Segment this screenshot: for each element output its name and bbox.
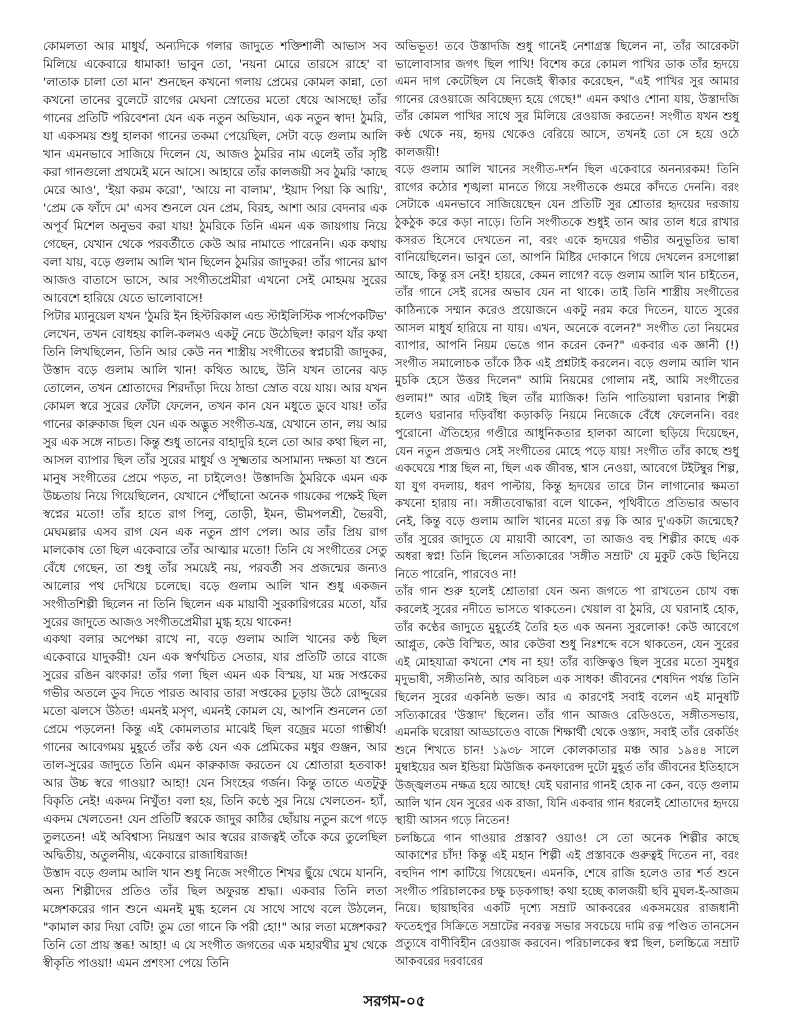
left-column [43, 38, 387, 973]
paragraph: কোমলতা আর মাধুর্য, অন্যদিকে গলার জাদুতে শক্তিশালী আভাস সব মিলিয়ে একেবারে ধামাকা! ভাবুন তো, 'নয়না মোরে তারসে রাহে' বা 'লাতাক চালা তো মান' শুনছেন কখনো গলায় প্রেমের কোমল কান্না, তো কখনো তানের বুলেটে রাগের মেঘনা স্রোতের মতো ধেয়ে আসছে! তাঁর গানের প্রতিটি পরিবেশনা যেন এক নতুন অভিযান, এক নতুন স্বাদ! ঠুমরি, যা একসময় শুধু হালকা গানের তকমা পেয়েছিল, সেটা বড়ে গুলাম আলি খান এমনভাবে সাজিয়ে দিলেন যে, আজও ঠুমরির নাম এলেই তাঁর সৃষ্টি করা গানগুলো প্রথমেই মনে আসে। আহারে তাঁর কালজয়ী সব ঠুমরি 'কাছে মেরে আও', 'ইয়া করম করো', 'আয়ে না বালাম', 'ইয়াদ পিয়া কি আয়ি', 'প্রেম কে ফাঁদে মে' এসব শুনলে যেন প্রেম, বিরহ, আশা আর বেদনার এক অপূর্ব মিশেল অনুভব করা যায়! ঠুমরিকে তিনি এমন এক জায়গায় নিয়ে গেছেন, যেখান থেকে পরবর্তীতে কেউ আর নামাতে পারেননি। এক কথায় বলা যায়, বড়ে গুলাম আলি খান ছিলেন ঠুমরির জাদুকর! তাঁর গানের ঘ্রাণ আজও বাতাসে ভাসে, আর সংগীতপ্রেমীরা এখনো সেই মোহময় সুরের আবেশে হারিয়ে যেতে ভালোবাসে! [43, 39, 387, 305]
paragraph: চলচ্চিত্রে গান গাওয়ার প্রস্তাব? ওয়াও! সে তো অনেক শিল্পীর কাছে আকাশের চাঁদ! কিন্তু এই মহান শিল্পী এই প্রস্তাবকে গুরুত্বই দিতেন না, বরং বহুদিন পাশ কাটিয়ে গিয়েছেন। এমনকি, শেষে রাজি হলেও তার শর্ত শুনে সংগীত পরিচালকের চক্ষু চড়কগাছ! কথা হচ্ছে কালজয়ী ছবি মুঘল-ই-আজম নিয়ে। ছায়াছবির একটি দৃশ্যে সম্রাট আকবরের একসময়ের রাজধানী ফতেহপুর সিক্রিতে সম্রাটের নবরত্ন সভার সবচেয়ে দামি রত্ন পণ্ডিত তানসেন প্রত্যুষে বাণীবিহীন রেওয়াজ করবেন। পরিচালকের স্বপ্ন ছিল, চলচ্চিত্রে সম্রাট আকবরের দরবারের [395, 830, 739, 968]
right-column [395, 38, 739, 970]
paragraph: একথা বলার অপেক্ষা রাখে না, বড়ে গুলাম আলি খানের কণ্ঠ ছিল একেবারে যাদুকরী! যেন এক স্বর্ণখচিত সেতার, যার প্রতিটি তারে বাজে সুরের রঙিন ঝংকার! তাঁর গলা ছিল এমন এক বিস্ময়, যা মন্দ্র সপ্তকের গভীর অতলে ডুব দিতে পারত আবার তারা সপ্তকের চূড়ায় উঠে রোদ্দুরের মতো ঝলসে উঠত! এমনই মসৃণ, এমনই কোমল যে, আপনি শুনলেন তো প্রেমে পড়লেন! কিন্তু এই কোমলতার মাঝেই ছিল বজ্রের মতো গাম্ভীর্য! গানের আবেগময় মুহূর্তে তাঁর কণ্ঠ যেন এক প্রেমিকের মধুর গুঞ্জন, আর তাল-সুরের জাদুতে তিনি এমন কারুকাজ করতেন যে শ্রোতারা হতবাক! আর উচ্চ স্বরে গাওয়া? আহা! যেন সিংহের গর্জন। কিন্তু তাতে এতটুকু বিকৃতি নেই! একদম নিখুঁত! বলা হয়, তিনি কণ্ঠে সুর নিয়ে খেলতেন- হ্যাঁ, একদম খেলতেন! যেন প্রতিটি স্বরকে জাদুর কাঠির ছোঁয়ায় নতুন রূপে গড়ে তুলতেন! এই অবিশ্বাস্য নিয়ন্ত্রণ আর স্বরের রাজত্বই তাঁকে করে তুলেছিল অদ্বিতীয়, অতুলনীয়, একেবারে রাজাধিরাজ! [43, 632, 387, 863]
paragraph: পিটার ম্যানুয়েল যখন 'ঠুমরি ইন হিস্টরিকাল এন্ড স্টাইলিস্টিক পার্সপেকটিভ' লেখেন, তখন বোধহয় কালি-কলমও একটু নেচে উঠেছিল! কারণ যাঁর কথা তিনি লিখছিলেন, তিনি আর কেউ নন শাস্ত্রীয় সংগীতের স্বপ্নচারী জাদুকর, উস্তাদ বড়ে গুলাম আলি খান! কথিত আছে, উনি যখন তানের ঝড় তোলেন, তখন শ্রোতাদের শিরদাঁড়া দিয়ে ঠান্ডা স্রোত বয়ে যায়। আর যখন কোমল স্বরে সুরের ফোঁটা ফেলেন, তখন কান যেন মধুতে ডুবে যায়! তাঁর গানের কারুকাজ ছিল যেন এক অদ্ভুত সংগীত-যন্ত্র, যেখানে তান, লয় আর সুর এক সঙ্গে নাচত। কিন্তু শুধু তানের বাহাদুরি হলে তো আর কথা ছিল না, আসল ব্যাপার ছিল তাঁর সুরের মাধুর্য ও সূক্ষ্মতার অসামান্য দক্ষতা যা শুনে মানুষ সংগীতের প্রেমে পড়ত, না চাইলেও! উস্তাদজি ঠুমরিকে এমন এক উচ্চতায় নিয়ে গিয়েছিলেন, যেখানে পৌঁছানো অনেক গায়কের পক্ষেই ছিল স্বপ্নের মতো! তাঁর হাতে রাগ পিলু, তোড়ী, ইমন, ভীমপলশ্রী, ভৈরবী, মেঘমল্লার এসব রাগ যেন এক নতুন প্রাণ পেল। আর তাঁর প্রিয় রাগ মালকোষ তো ছিল একেবারে তাঁর আত্মার মতো! তিনি যে সংগীতের সেতু বেঁধে গেছেন, তা শুধু তাঁর সময়েই নয়, পরবর্তী সব প্রজন্মের জন্যও আলোর পথ দেখিয়ে চলেছে। বড়ে গুলাম আলি খান শুধু একজন সংগীতশিল্পী ছিলেন না তিনি ছিলেন এক মায়াবী সুরকারিগরের মতো, যাঁর সুরের জাদুতে আজও সংগীতপ্রেমীরা মুগ্ধ হয়ে থাকেন! [43, 308, 387, 629]
paragraph: অভিভূত! তবে উস্তাদজি শুধু গানেই নেশাগ্রস্ত ছিলেন না, তাঁর আরেকটা ভালোবাসার জগৎ ছিল পাখি! বিশেষ করে কোমল পাখির ডাক তাঁর হৃদয়ে এমন দাগ কেটেছিল যে নিজেই স্বীকার করেছেন, "এই পাখির সুর আমার গানের রেওয়াজে অবিচ্ছেদ্য হয়ে গেছে!" এমন কথাও শোনা যায়, উস্তাদজি তাঁর কোমল পাখির সাথে সুর মিলিয়ে রেওয়াজ করতেন! সংগীত যখন শুধু কণ্ঠ থেকে নয়, হৃদয় থেকেও বেরিয়ে আসে, তখনই তো সে হয়ে ওঠে কালজয়ী! [395, 39, 739, 159]
paragraph: বড়ে গুলাম আলি খানের সংগীত-দর্শন ছিল একেবারে অনন্যরকম! তিনি রাগের কঠোর শৃঙ্খলা মানতে গিয়ে সংগীতকে গুমরে কাঁদতে দেননি। বরং সেটাকে এমনভাবে সাজিয়েছেন যেন প্রতিটি সুর শ্রোতার হৃদয়ের দরজায় ঠুকঠুক করে কড়া নাড়ে। তিনি সংগীতকে শুধুই তান আর তাল ধরে রাখার কসরত হিসেবে দেখতেন না, বরং একে হৃদয়ের গভীর অনুভূতির ভাষা বানিয়েছিলেন। ভাবুন তো, আপনি মিষ্টির দোকানে গিয়ে দেখলেন রসগোল্লা আছে, কিন্তু রস নেই! হায়রে, কেমন লাগে? বড়ে গুলাম আলি খান চাইতেন, তাঁর গানে সেই রসের অভাব যেন না থাকে। তাই তিনি শাস্ত্রীয় সংগীতের কাঠিন্যকে সম্মান করেও প্রয়োজনে একটু নরম করে দিতেন, যাতে সুরের আসল মাধুর্য হারিয়ে না যায়। এখন, অনেকে বলেন?" সংগীত তো নিয়মের ব্যাপার, আপনি নিয়ম ভেঙে গান করেন কেন?" একবার এক জ্ঞানী (!) সংগীত সমালোচক তাঁকে ঠিক এই প্রশ্নটাই করলেন। বড়ে গুলাম আলি খান মুচকি হেসে উত্তর দিলেন" আমি নিয়মের গোলাম নই, আমি সংগীতের গুলাম!" আর এটাই ছিল তাঁর ম্যাজিক! তিনি পাতিয়ালা ঘরানার শিল্পী হলেও ঘরানার দড়িবাঁধা কড়াকড়ি নিয়মে নিজেকে বেঁধে ফেলেননি। বরং পুরোনো ঐতিহ্যের গণ্ডীরে আধুনিকতার হালকা আলো ছড়িয়ে দিয়েছেন, যেন নতুন প্রজন্মও সেই সংগীতের মোহে পড়ে যায়! সংগীত তাঁর কাছে শুধু একঘেয়ে শাস্ত্র ছিল না, ছিল এক জীবন্ত, শ্বাস নেওয়া, আবেগে টইটম্বুর শিল্প, যা যুগ বদলায়, ধরণ পাল্টায়, কিন্তু হৃদয়ের তারে টান লাগানোর ক্ষমতা কখনো হারায় না। সঙ্গীতবোদ্ধারা বলে থাকেন, পৃথিবীতে প্রতিভার অভাব নেই, কিন্তু বড়ে গুলাম আলি খানের মতো রত্ন কি আর দু'একটা জন্মেছে? তাঁর সুরের জাদুতে যে মায়াবী আবেশ, তা আজও বহু শিল্পীর কাছে এক অধরা স্বপ্ন! তিনি ছিলেন সত্যিকারের 'সঙ্গীত সম্রাট' যে মুকুট কেউ ছিনিয়ে নিতে পারেনি, পারবেও না! [395, 162, 739, 581]
paragraph: তাঁর গান শুরু হলেই শ্রোতারা যেন অন্য জগতে পা রাখতেন চোখ বন্ধ করলেই সুরের নদীতে ভাসতে থাকতেন। খেয়াল বা ঠুমরি, যে ঘরানাই হোক, তাঁর কণ্ঠের জাদুতে মুহূর্তেই তৈরি হত এক অনন্য সুরলোক! কেউ আবেগে আপ্লুত, কেউ বিস্মিত, আর কেউবা শুধু নিঃশব্দে বসে থাকতেন, যেন সুরের এই মোহযাত্রা কখনো শেষ না হয়! তাঁর ব্যক্তিত্বও ছিল সুরের মতো সুমধুর মৃদুভাষী, সঙ্গীতনিষ্ঠ, আর অবিচল এক সাধক! জীবনের শেষদিন পর্যন্ত তিনি ছিলেন সুরের একনিষ্ঠ ভক্ত। আর এ কারণেই সবাই বলেন এই মানুষটি সত্যিকারের 'উস্তাদ' ছিলেন। তাঁর গান আজও রেডিওতে, সঙ্গীতসভায়, এমনকি ঘরোয়া আড্ডাতেও বাজে শিক্ষার্থী থেকে ওস্তাদ, সবাই তাঁর রেকর্ডিং শুনে শিখতে চান! ১৯৩৮ সালে কোলকাতার মঞ্চ আর ১৯৪৪ সালে মুম্বাইয়ের অল ইন্ডিয়া মিউজিক কনফারেন্স দুটো মুহূর্ত তাঁর জীবনের ইতিহাসে উজ্জ্বলতম নক্ষত্র হয়ে আছে! যেই ঘরানার গানই হোক না কেন, বড়ে গুলাম আলি খান যেন সুরের এক রাজা, যিনি একবার গান ধরলেই শ্রোতাদের হৃদয়ে স্থায়ী আসন গড়ে নিতেন! [395, 584, 739, 828]
page-footer: সরগম-০৫ [363, 992, 426, 1010]
paragraph: উস্তাদ বড়ে গুলাম আলি খান শুধু নিজে সংগীতে শিখর ছুঁয়ে থেমে যাননি, অন্য শিল্পীদের প্রতিও তাঁর ছিল অফুরন্ত শ্রদ্ধা। একবার তিনি লতা মঙ্গেশকরের গান শুনে এমনই মুগ্ধ হলেন যে সাথে সাথে বলে উঠলেন, "কামাল কার দিয়া বেটি! তুম তো গানে কি পরী হো!" আর লতা মঙ্গেশকর? তিনি তো প্রায় স্তব্ধ! আহা! এ যে সংগীত জগতের এক মহারথীর মুখ থেকে স্বীকৃতি পাওয়া! এমন প্রশংসা পেয়ে তিনি [43, 866, 387, 971]
